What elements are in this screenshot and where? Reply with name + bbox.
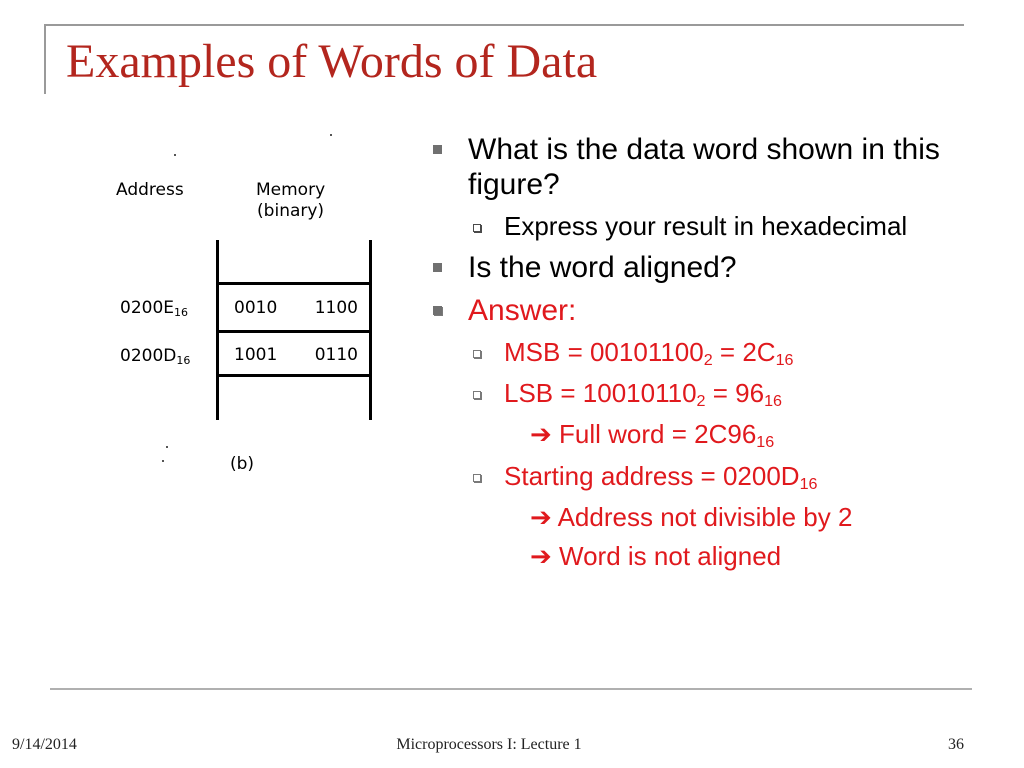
address-value: 0200E: [120, 298, 175, 318]
line-not-divisible: [430, 502, 1010, 533]
slide-title: Examples of Words of Data: [66, 35, 598, 88]
address-base: 16: [176, 354, 191, 367]
footer-page-number: 36: [948, 736, 964, 753]
footer-date: 9/14/2014: [12, 736, 77, 753]
low-nibble: 0110: [314, 345, 358, 365]
memory-figure: [108, 132, 388, 482]
bullet-list: [430, 132, 1010, 581]
hollow-square-bullet-icon: [473, 391, 481, 399]
title-frame-top: [44, 24, 964, 26]
right-arrow-icon: ➔: [530, 502, 552, 533]
memory-cell-divider: [218, 282, 372, 285]
memory-cell-divider: [218, 330, 372, 333]
footer-divider: [50, 688, 972, 690]
scan-speck: [166, 446, 168, 448]
bullet-text: Answer:: [468, 294, 577, 328]
right-arrow-icon: ➔: [530, 541, 552, 572]
address-label-0200D: [120, 346, 190, 367]
figure-caption: (b): [230, 454, 255, 474]
scan-speck: [330, 134, 332, 136]
full-word-base-16: 16: [756, 433, 775, 452]
square-bullet-icon: [433, 145, 442, 154]
lsb-binary: LSB = 10010110: [504, 378, 697, 409]
hollow-square-bullet-icon: [473, 350, 481, 358]
msb-base-16: 16: [775, 350, 794, 369]
address-header: Address: [116, 180, 184, 200]
hollow-square-bullet-icon: [473, 474, 481, 482]
starting-address-text: Starting address = 0200D: [504, 460, 800, 491]
msb-base-2: 2: [703, 350, 713, 369]
sub-bullet-msb: [430, 337, 1010, 370]
lsb-base-2: 2: [696, 392, 706, 411]
memory-header-line1: Memory: [256, 180, 326, 200]
bullet-text: What is the data word shown in this figure?: [468, 133, 940, 202]
right-arrow-icon: ➔: [530, 419, 552, 450]
square-bullet-icon: [433, 263, 442, 272]
square-bullet-icon: [433, 306, 442, 315]
msb-hex: = 2C: [712, 336, 776, 367]
memory-cell-divider: [218, 374, 372, 377]
line-not-aligned: [430, 541, 1010, 572]
address-base: 16: [174, 306, 189, 319]
sub-bullet-starting-address: [430, 461, 1010, 494]
bullet-question-1: [430, 132, 1010, 203]
memory-byte-0200D: [226, 345, 366, 365]
not-divisible-text: Address not divisible by 2: [551, 502, 853, 533]
bullet-text: Express your result in hexadecimal: [504, 210, 908, 241]
bullet-text: Is the word aligned?: [468, 250, 737, 284]
scan-speck: [162, 460, 164, 462]
title-frame-left: [44, 24, 46, 94]
not-aligned-text: Word is not aligned: [551, 541, 782, 572]
lsb-hex: = 96: [705, 378, 765, 409]
full-word-text: Full word = 2C96: [551, 419, 757, 450]
scan-speck: [174, 154, 176, 156]
lsb-base-16: 16: [764, 392, 782, 411]
footer-course: Microprocessors I: Lecture 1: [396, 736, 582, 753]
starting-address-base-16: 16: [799, 474, 818, 493]
sub-bullet-express-hex: [430, 211, 1010, 242]
memory-header-line2: (binary): [257, 201, 325, 222]
high-nibble: 1001: [234, 345, 278, 365]
memory-header: [256, 180, 325, 223]
address-label-0200E: [120, 298, 188, 319]
address-value: 0200D: [120, 346, 177, 366]
memory-byte-0200E: [226, 298, 366, 318]
msb-binary: MSB = 00101100: [504, 336, 704, 367]
sub-bullet-lsb: [430, 378, 1010, 411]
low-nibble: 1100: [314, 298, 358, 318]
line-full-word: [430, 419, 1010, 452]
bullet-answer: [430, 293, 1010, 328]
hollow-square-bullet-icon: [473, 224, 481, 232]
high-nibble: 0010: [234, 298, 278, 318]
bullet-question-2: [430, 250, 1010, 285]
